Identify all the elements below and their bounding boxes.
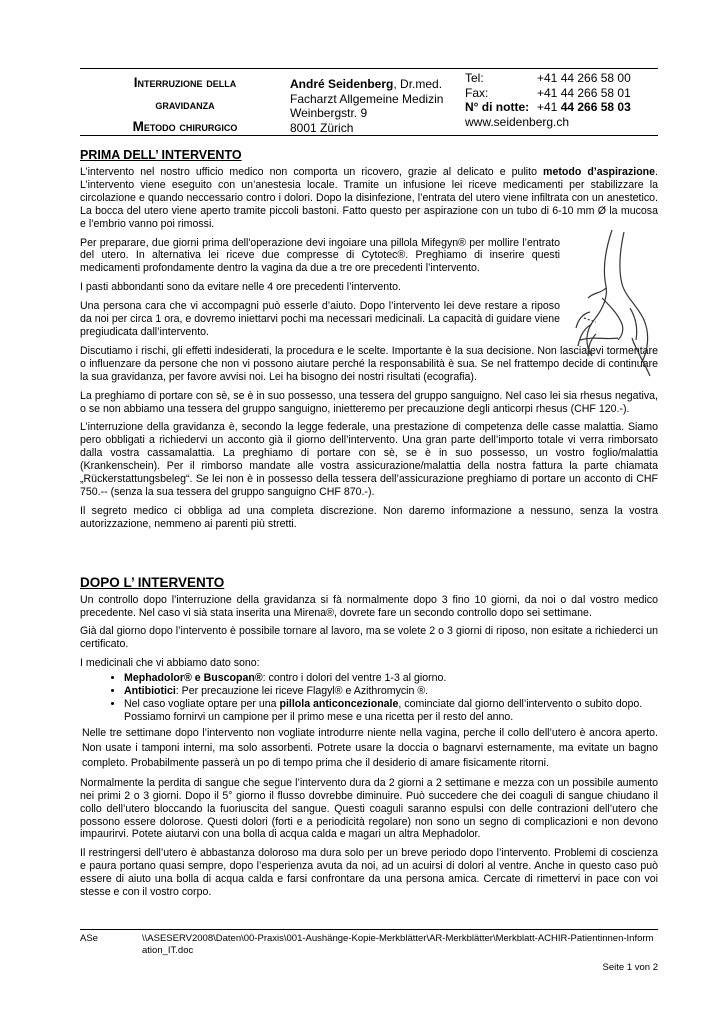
tel-value: +41 44 266 58 00 xyxy=(537,71,631,85)
website-link[interactable]: www.seidenberg.ch xyxy=(465,114,570,129)
fax-value: +41 44 266 58 01 xyxy=(537,85,631,100)
document-page xyxy=(80,68,658,905)
paragraph: Nelle tre settimane dopo l’intervento non vogliate introdurre niente nella vagina, perche il collo dell’utero è ancora aperto. Non usate i tamponi interni, ma solo assorbenti. Potrete usare la doccia o bagnarvi esternamente, ma evitate un bagno completo. Probabilmente passerà un po di tempo prima che il desiderio di amare fisicamente ritorni. xyxy=(82,726,658,769)
paragraph: I pasti abbondanti sono da evitare nelle 4 ore precedenti l’intervento. xyxy=(80,281,401,294)
doctor-specialty: Facharzt Allgemeine Medizin xyxy=(290,91,444,106)
list-item: • Mephadolor® e Buscopan®: contro i dolori del ventre 1-3 al giorno. xyxy=(124,672,658,685)
page-number: Seite 1 von 2 xyxy=(602,962,658,973)
paragraph: L’interruzione della gravidanza è, secondo la legge federale, una prestazione di competenza delle casse malattia. Siamo pero obbligati a richiedervi un acconto già il giorno dell’intervento. Una gran parte dell’importo totale vi verra rimborsato dalla vostra cassamalattia. La preghiamo di portare con sè, se è in suo possesso, un vostro foglio/malattia (Krankenschein). Per il rimborso mandate alle vostra assicurazione/malattia della nostra fattura la parte chiamata „Rückerstattungsbeleg“. Se lei non è in possesso della tessera dell’assicurazione preghiamo di portare un acconto di CHF 750.-- (senza la sua tessera del gruppo sanguigno CHF 870.-). xyxy=(80,421,658,498)
night-prefix: +41 xyxy=(537,100,558,114)
anatomical-illustration xyxy=(572,228,658,378)
document-title xyxy=(80,69,290,138)
doctor-title: , Dr.med. xyxy=(393,77,443,91)
night-label: N° di notte: xyxy=(465,100,530,114)
paragraph: Già dal giorno dopo l’intervento è possibile tornare al lavoro, ma se volete 2 o 3 giorni di riposo, non esitate a richiederci un certificato. xyxy=(80,625,658,651)
paragraph: L’intervento nel nostro ufficio medico non comporta un ricovero, grazie al delicato e pulito metodo d’aspirazione. L’intervento viene eseguito con un’anestesia locale. Tramite un infusione lei riceve medicamenti per stabilizzare la circolazione e quando neccessario contro i dolori. Dopo la disinfezione, l’entrata del utero viene infiltrata con un anestetico. La bocca del utero viene aperto tramite piccoli bastoni. Fatto questo per aspirazione con un tubo di 6-10 mm Ø la mucosa e l’embrio vanno poi rimossi. xyxy=(80,166,658,230)
paragraph: La preghiamo di portare con sè, se è in suo possesso, una tessera del gruppo sanguigno. Nel caso lei sia rhesus negativa, o se non abbiamo una tessera del gruppo sanguigno, inietteremo per precauzione degli anticorpi rhesus (CHF 120.-). xyxy=(80,389,658,415)
title-line-3: Metodo chirurgico xyxy=(132,119,238,134)
doctor-street: Weinbergstr. 9 xyxy=(290,106,368,120)
paragraph: I medicinali che vi abbiamo dato sono: xyxy=(80,657,260,670)
doctor-city: 8001 Zürich xyxy=(290,120,354,135)
list-item: • Nel caso vogliate optare per una pillola anticoncezionale, cominciate dal giorno dell’intervento o subito dopo. Possiamo fornirvi un campione per il primo mese e una ricetta per il resto del anno. xyxy=(124,698,658,724)
medication-list xyxy=(80,672,658,724)
title-line-1: Interruzione della xyxy=(133,75,237,90)
paragraph: Normalmente la perdita di sangue che segue l’intervento dura da 2 giorni a 2 settimane e mezza con un possibile aumento nei primi 2 o 3 giorni. Dopo il 5° giorno il flusso dovrebbe diminuire. Può succedere che dei coaguli di sangue chiudano il collo dell’utero bloccando la fuoriuscita del sangue. Questi coaguli saranno espulsi con delle contrazioni dell’utero che possono essere dolorose. Questi dolori (forti e a periodicità regolare) non sono un segno di complicazioni e non devono impaurirvi. Potete aiutarvi con una bolla di acqua calda e magari un altra Mephadolor. xyxy=(80,776,658,841)
fax-label: Fax: xyxy=(465,85,489,100)
paragraph: Il segreto medico ci obbliga ad una completa discrezione. Non daremo informazione a nessuno, senza la vostra autorizzazione, nemmeno ai parenti più stretti. xyxy=(80,504,658,530)
footer-rule xyxy=(80,929,658,930)
contact-info xyxy=(465,69,658,129)
section-title-before: PRIMA DELL’ INTERVENTO xyxy=(80,148,242,162)
doctor-name: André Seidenberg xyxy=(290,77,394,91)
letterhead xyxy=(80,69,658,135)
footer xyxy=(80,929,658,974)
tel-label: Tel: xyxy=(465,71,484,85)
section-title-after: DOPO L’ INTERVENTO xyxy=(80,574,225,590)
paragraph: Una persona cara che vi accompagni può esserle d’aiuto. Dopo l’intervento lei deve restare a riposo da noi per circa 1 ora, e dovremo iniettarvi pochi ma necessari medicinali. La capacità di guidare viene pregiudicata dall’intervento. xyxy=(80,300,560,338)
paragraph: Discutiamo i rischi, gli effetti indesiderati, la procedura e le scelte. Importante è la sua decisione. Non lasciatevi tormentare o influenzare da persone che non vi possono aiutare perché la responsabilità è sua. Se nel frattempo decide di continuare la sua gravidanza, per favore avvisi noi. Lei ha bisogno dei nostri risultati (ecografia). xyxy=(80,344,658,383)
footer-initials: ASe xyxy=(80,933,98,944)
footer-file-path: \\ASESERV2008\Daten\00-Praxis\001-Aushänge-Kopie-Merkblätter\AR-Merkblätter\Merkblatt-ACHIR-Patientinnen-Information_IT.doc xyxy=(142,933,654,956)
list-item: • Antibiotici: Per precauzione lei riceve Flagyl® e Azithromycin ®. xyxy=(124,685,658,698)
paragraph: Il restringersi dell’utero è abbastanza doloroso ma dura solo per un breve periodo dopo l’intervento. Problemi di coscienza e paura portano quasi sempre, dopo l’esperienza avuta da noi, ad un acuirsi di dolori al ventre. Anche in questo caso può essere di aiuto una bolla di acqua calda e farsi confrontare da una persona amica. Cercate di rimettervi in pace con voi stesse e con il vostro corpo. xyxy=(80,847,658,899)
title-line-2: gravidanza xyxy=(155,97,215,112)
doctor-info xyxy=(290,69,465,135)
paragraph: Un controllo dopo l’interruzione della gravidanza si fà normalmente dopo 3 fino 10 giorni, da noi o dal vostro medico precedente. Nel caso vi sià stata inserita una Mirena®, dovrete fare un secondo controllo dopo sei settimane. xyxy=(80,593,658,619)
night-value: 44 266 58 03 xyxy=(560,100,631,114)
paragraph: Per preparare, due giorni prima dell'operazione devi ingoiare una pillola Mifegyn® per mollire l’entrato del utero. In alternativa lei riceve due compresse di Cytotec®. Preghiamo di inserire questi medicamenti profondamente dentro la vagina da due a tre ore precedenti l’intervento. xyxy=(80,236,560,275)
